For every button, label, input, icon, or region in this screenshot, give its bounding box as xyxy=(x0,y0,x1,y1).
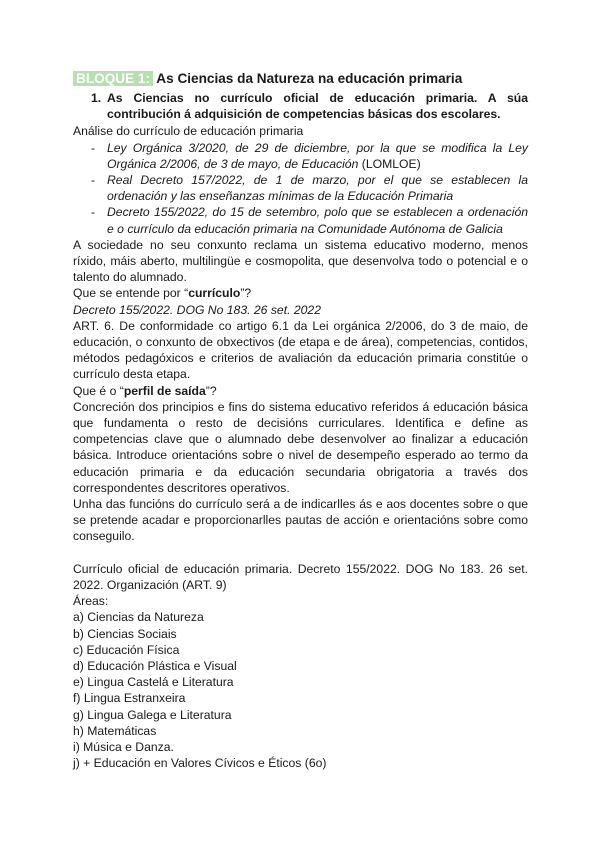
section-title: As Ciencias no currículo oficial de educación primaria. A súa contribución á adquisición de competencias básicas dos escolares. xyxy=(107,91,528,122)
law-dash: - xyxy=(91,173,96,188)
curriculo-oficial-paragraph: Currículo oficial de educación primaria. Decreto 155/2022. DOG No 183. 26 set. 2022. Organización (ART. 9) xyxy=(73,561,528,592)
block-title: As Ciencias da Natureza na educación primaria xyxy=(156,71,463,86)
block-label: BLOQUE 1: xyxy=(73,71,153,86)
question-perfil: Que é o “perfil de saída”? xyxy=(73,383,217,398)
areas-list xyxy=(73,609,528,771)
area-item: g) Lingua Galega e Literatura xyxy=(73,707,232,722)
law-item xyxy=(91,204,528,236)
spacer xyxy=(73,545,528,561)
document-page xyxy=(73,70,528,771)
concrecion-paragraph: Concreción dos principios e fins do sistema educativo referidos á educación básica que fundamenta o resto de decisións curriculares. Identifica e define as competencias clave que o alumnado debe desenvolver ao finalizar a educación básica. Introduce orientacións sobre o nivel de desempeño esperado ao termo da educación primaria e da educación secundaria obrigatoria a través dos correspondentes descritores operativos. xyxy=(73,399,528,495)
law-title: Decreto 155/2022, do 15 de setembro, polo que se establecen a ordenación e o currículo da educación primaria na Comunidade Autónoma de Galicia xyxy=(107,205,528,236)
area-item: j) + Educación en Valores Cívicos e Éticos (6o) xyxy=(73,756,327,771)
area-item: e) Lingua Castelá e Literatura xyxy=(73,675,234,690)
law-item xyxy=(91,140,528,172)
block-heading xyxy=(73,70,528,88)
question-curriculo: Que se entende por “currículo”? xyxy=(73,286,252,301)
area-item: h) Matemáticas xyxy=(73,723,157,738)
section-number: 1. xyxy=(91,91,102,105)
area-item: d) Educación Plástica e Visual xyxy=(73,658,237,673)
term-perfil-saida: perfil de saída xyxy=(123,383,206,398)
funcions-paragraph: Unha das funcións do currículo será a de indicarlles ás e aos docentes sobre o que se pretende acadar e proporcionarlles pautas de acción e orientacións sobre como conseguilo. xyxy=(73,497,528,544)
society-paragraph: A sociedade no seu conxunto reclama un sistema educativo moderno, menos ríxido, máis aberto, multilingüe e cosmopolita, que desenvolva todo o potencial e o talento do alumnado. xyxy=(73,237,528,285)
areas-label: Áreas: xyxy=(73,594,109,609)
term-curriculo: currículo xyxy=(188,286,241,301)
law-title: Ley Orgánica 3/2020, de 29 de diciembre, por la que se modifica la Ley Orgánica 2/2006, de 3 de mayo, de Educación xyxy=(107,140,528,171)
area-item: i) Música e Danza. xyxy=(73,739,174,754)
section-heading xyxy=(73,90,528,122)
law-item xyxy=(91,172,528,204)
law-suffix: (LOMLOE) xyxy=(358,156,421,171)
decree-reference: Decreto 155/2022. DOG No 183. 26 set. 2022 xyxy=(73,302,321,317)
area-item: b) Ciencias Sociais xyxy=(73,626,177,641)
area-item: f) Lingua Estranxeira xyxy=(73,691,186,706)
law-dash: - xyxy=(91,205,96,220)
area-item: a) Ciencias da Natureza xyxy=(73,610,204,625)
law-dash: - xyxy=(91,140,96,155)
area-item: c) Educación Física xyxy=(73,642,180,657)
analysis-intro: Análise do currículo de educación primaria xyxy=(73,124,304,139)
law-title: Real Decreto 157/2022, de 1 de marzo, por el que se establecen la ordenación y las enseñanzas mínimas de la Educación Primaria xyxy=(107,173,528,204)
law-list xyxy=(73,140,528,237)
article-6-paragraph: ART. 6. De conformidade co artigo 6.1 da Lei orgánica 2/2006, do 3 de maio, de educación, o conxunto de obxectivos (de etapa e de área), competencias, contidos, métodos pedagóxicos e criterios de avaliación da educación primaria constitúe o currículo desta etapa. xyxy=(73,318,528,382)
